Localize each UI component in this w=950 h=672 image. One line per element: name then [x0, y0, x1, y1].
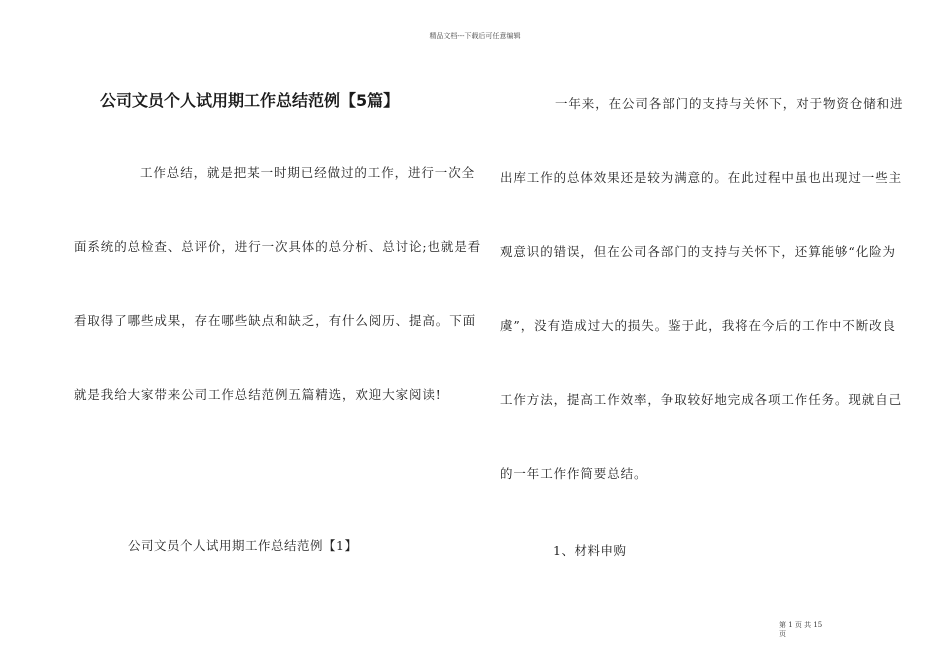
- left-paragraph-line: 工作总结，就是把某一时期已经做过的工作，进行一次全: [140, 165, 476, 180]
- right-paragraph-line: 一年来，在公司各部门的支持与关怀下，对于物资仓储和进: [555, 96, 904, 111]
- right-paragraph-line: 出库工作的总体效果还是较为满意的。在此过程中虽也出现过一些主: [500, 170, 903, 185]
- right-paragraph-line: 观意识的错误，但在公司各部门的支持与关怀下，还算能够“化险为: [500, 244, 896, 259]
- page-number: [779, 621, 849, 639]
- left-paragraph-line: 就是我给大家带来公司工作总结范例五篇精选，欢迎大家阅读!: [74, 387, 442, 402]
- right-paragraph-line: 工作方法，提高工作效率，争取较好地完成各项工作任务。现就自己: [500, 392, 903, 407]
- left-paragraph-line: 面系统的总检查、总评价，进行一次具体的总分析、总讨论;也就是看: [74, 239, 482, 254]
- section-item-heading: 1、材料申购: [553, 543, 627, 558]
- page-number-line: 第 1 页 共 15: [779, 621, 823, 629]
- document-header-note: 精品文档---下载后可任意编辑: [429, 32, 521, 40]
- section-subheading: 公司文员个人试用期工作总结范例【1】: [128, 538, 358, 553]
- left-paragraph-line: 看取得了哪些成果，存在哪些缺点和缺乏，有什么阅历、提高。下面: [74, 313, 477, 328]
- right-paragraph-line: 的一年工作作简要总结。: [500, 466, 648, 481]
- page-number-line: 页: [779, 630, 786, 638]
- right-paragraph-line: 虞”，没有造成过大的损失。鉴于此，我将在今后的工作中不断改良: [500, 318, 896, 333]
- document-title: 公司文员个人试用期工作总结范例【5篇】: [100, 91, 400, 110]
